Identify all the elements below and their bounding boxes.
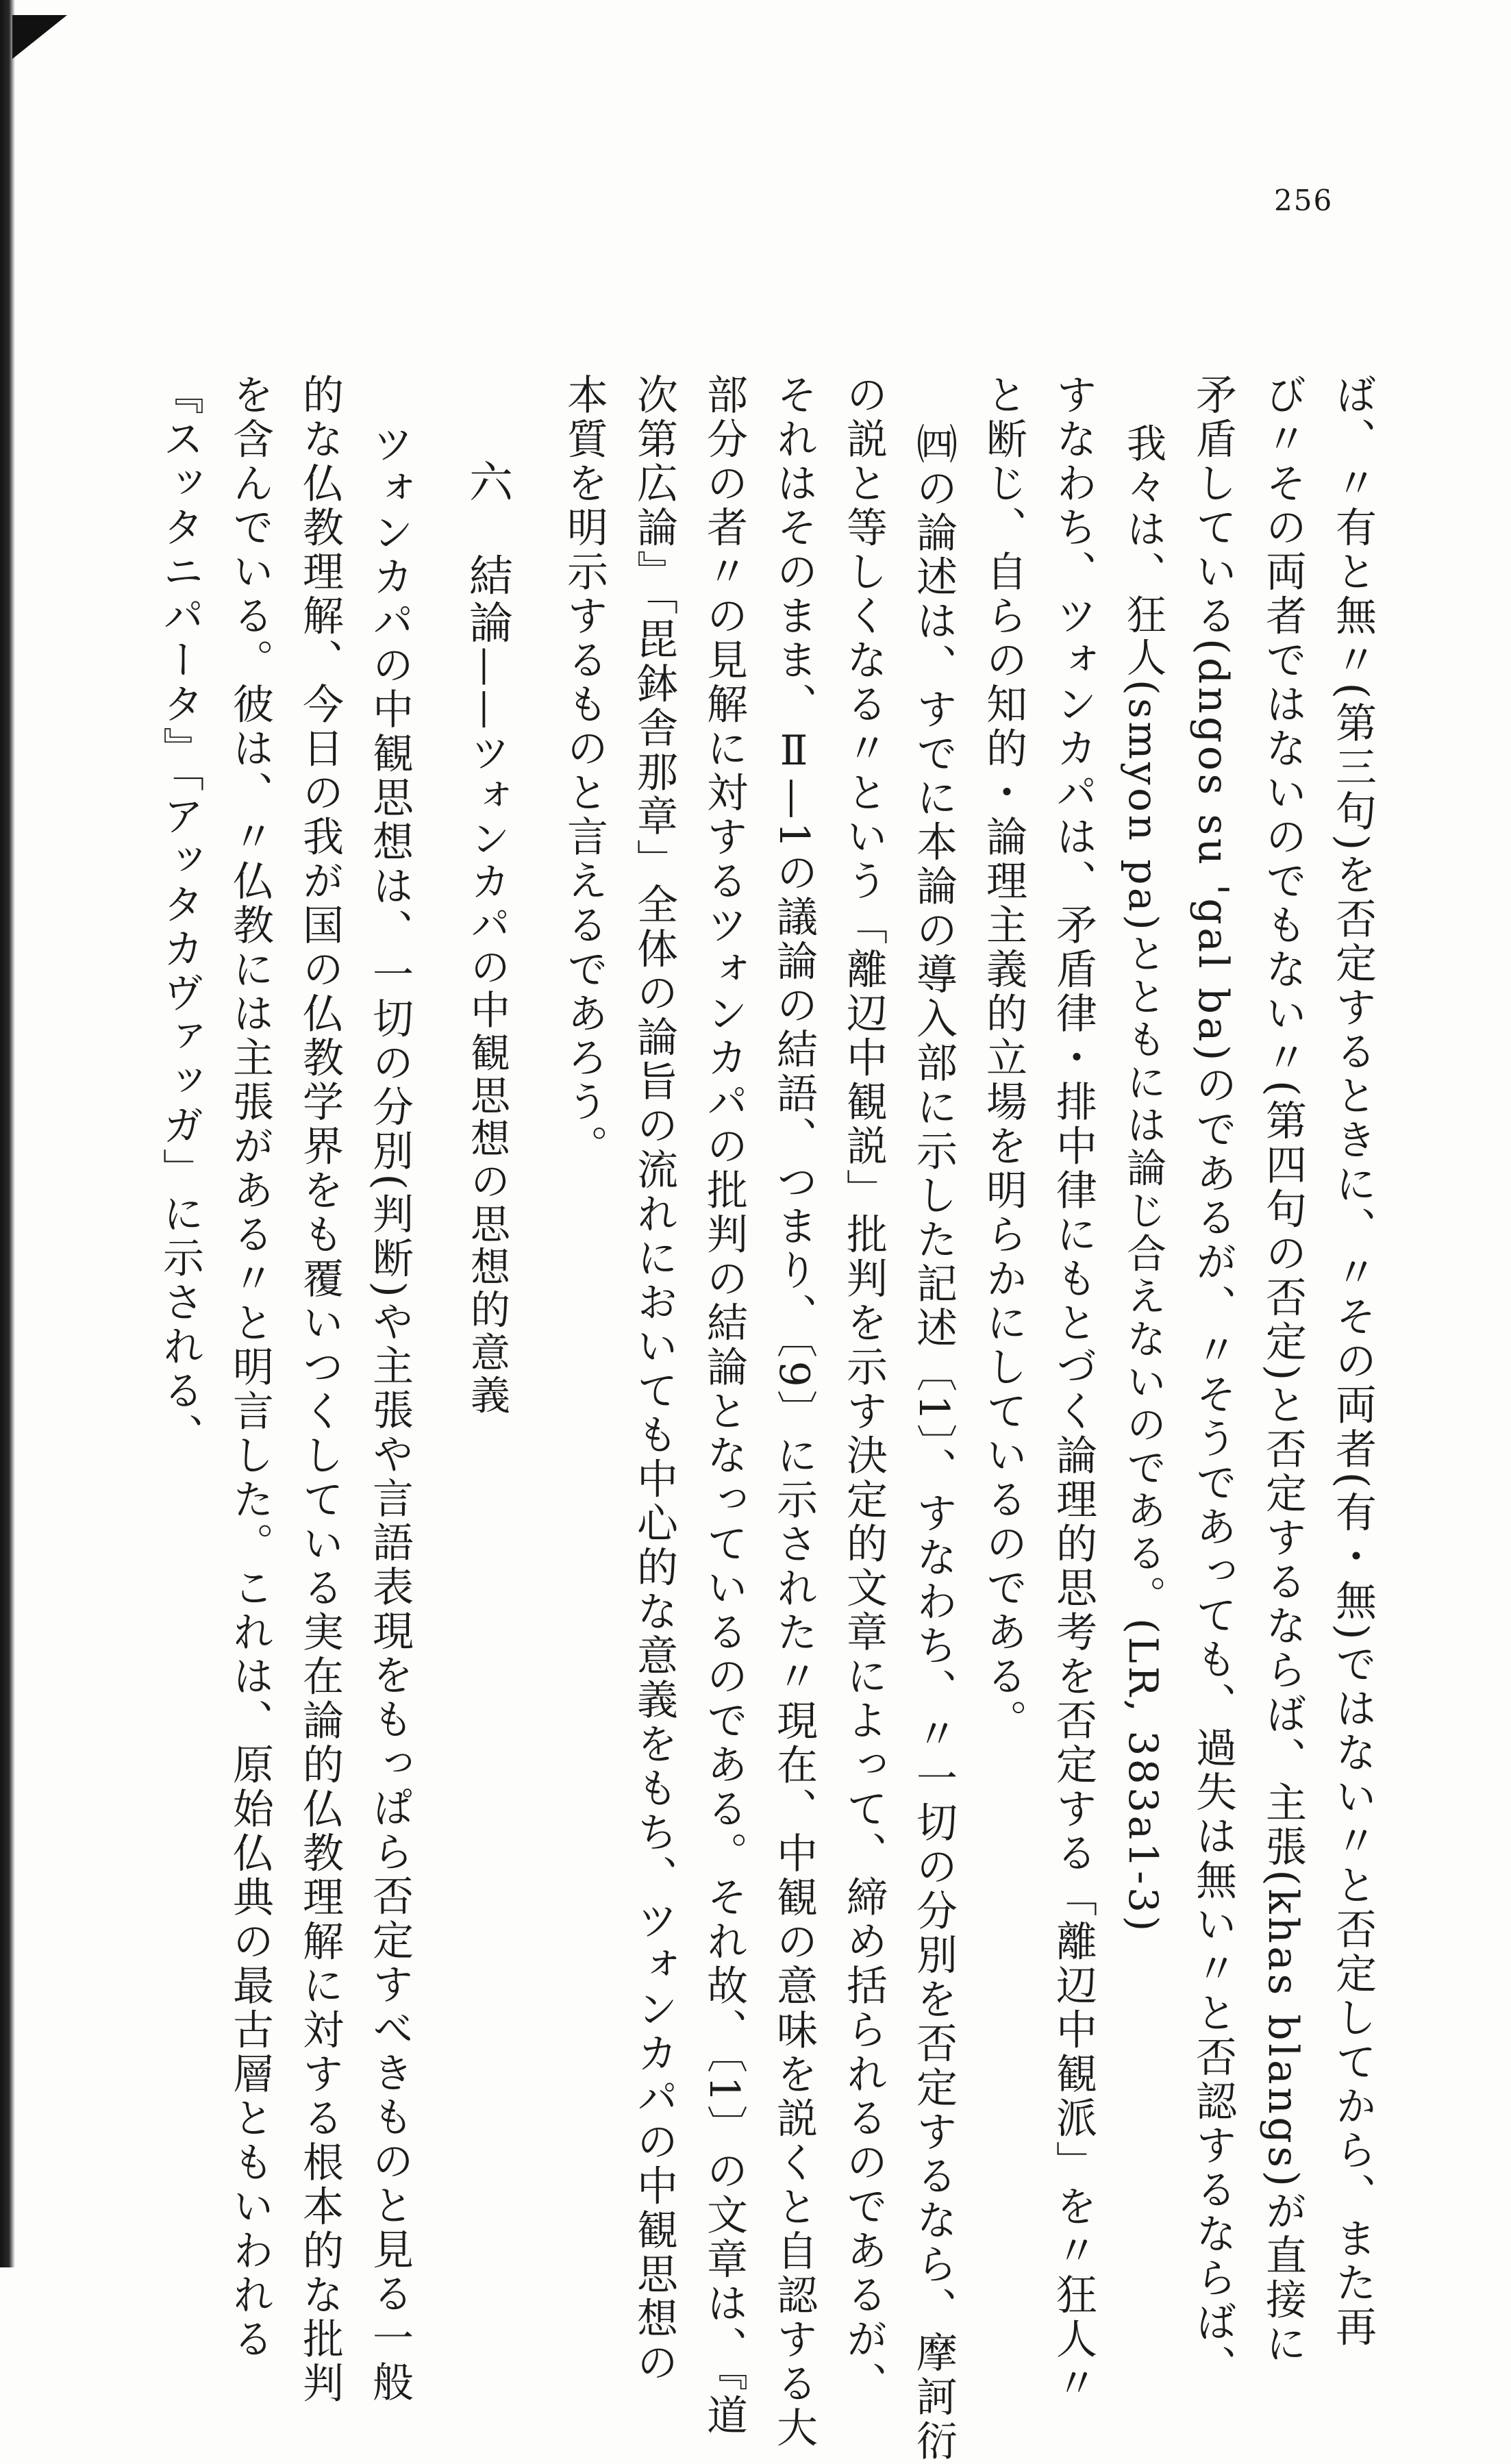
text-line: 本質を明示するものと言えるであろう。 — [560, 373, 608, 1169]
text-line: ツォンカパの中観思想は、一切の分別(判断)や主張や言語表現をもっぱら否定すべきものと見る一般 — [366, 423, 414, 2405]
page-number: 256 — [1274, 184, 1334, 217]
text-line: と断じ、自らの知的・論理主義的立場を明らかにしているのである。 — [979, 373, 1027, 1743]
vertical-text-block — [145, 373, 1388, 2464]
text-line: ㈣の論述は、すでに本論の導入部に示した記述〔1〕、すなわち、〃一切の分別を否定するなら、摩訶衍 — [910, 423, 958, 2464]
text-line: 的な仏教理解、今日の我が国の仏教学界をも覆いつくしている実在論的仏教理解に対する根本的な批判 — [296, 373, 344, 2406]
section-heading — [452, 373, 522, 2017]
book-spine-edge — [0, 0, 15, 2267]
section-heading-main: 六 結論 — [462, 459, 512, 647]
text-line: それはそのまま、Ⅱ—1の議論の結語、つまり、〔9〕に示された〃現在、中観の意味を説くと自認する大 — [770, 373, 818, 2451]
text-line: 我々は、狂人(smyon pa)とともには論じ合えないのである。(LR, 383a1-3) — [1120, 423, 1166, 1934]
text-line: び〃その両者ではないのでもない〃(第四句の否定)と否定するならば、主張(khas blangs)が直接に — [1259, 373, 1307, 2367]
text-line: ば、〃有と無〃(第三句)を否定するときに、〃その両者(有・無)ではない〃と否定してから、また再 — [1329, 373, 1377, 2350]
corner-mark — [12, 15, 67, 59]
text-line: 『スッタニパータ』「アッタカヴァッガ」に示される、 — [156, 373, 204, 1458]
text-line: すなわち、ツォンカパは、矛盾律・排中律にもとづく論理的思考を否定する「離辺中観派」を〃狂人〃 — [1049, 373, 1097, 2406]
text-line: 次第広論』「毘鉢舎那章」全体の論旨の流れにおいても中心的な意義をもち、ツォンカパの中観思想の — [630, 373, 678, 2385]
text-line: 矛盾している(dngos su 'gal ba)のであるが、〃そうであっても、過失は無い〃と否認するならば、 — [1189, 373, 1237, 2389]
text-line: 部分の者〃の見解に対するツォンカパの批判の結論となっているのである。それ故、〔1〕の文章は、『道 — [700, 373, 748, 2439]
section-heading-sub: ——ツォンカパの中観思想の思想的意義 — [464, 647, 510, 1417]
text-line: を含んでいる。彼は、〃仏教には主張がある〃と明言した。これは、原始仏典の最古層ともいわれる — [226, 373, 274, 2362]
text-line: の説と等しくなる〃という「離辺中観説」批判を示す決定的文章によって、締め括られるのであるが、 — [840, 373, 888, 2406]
